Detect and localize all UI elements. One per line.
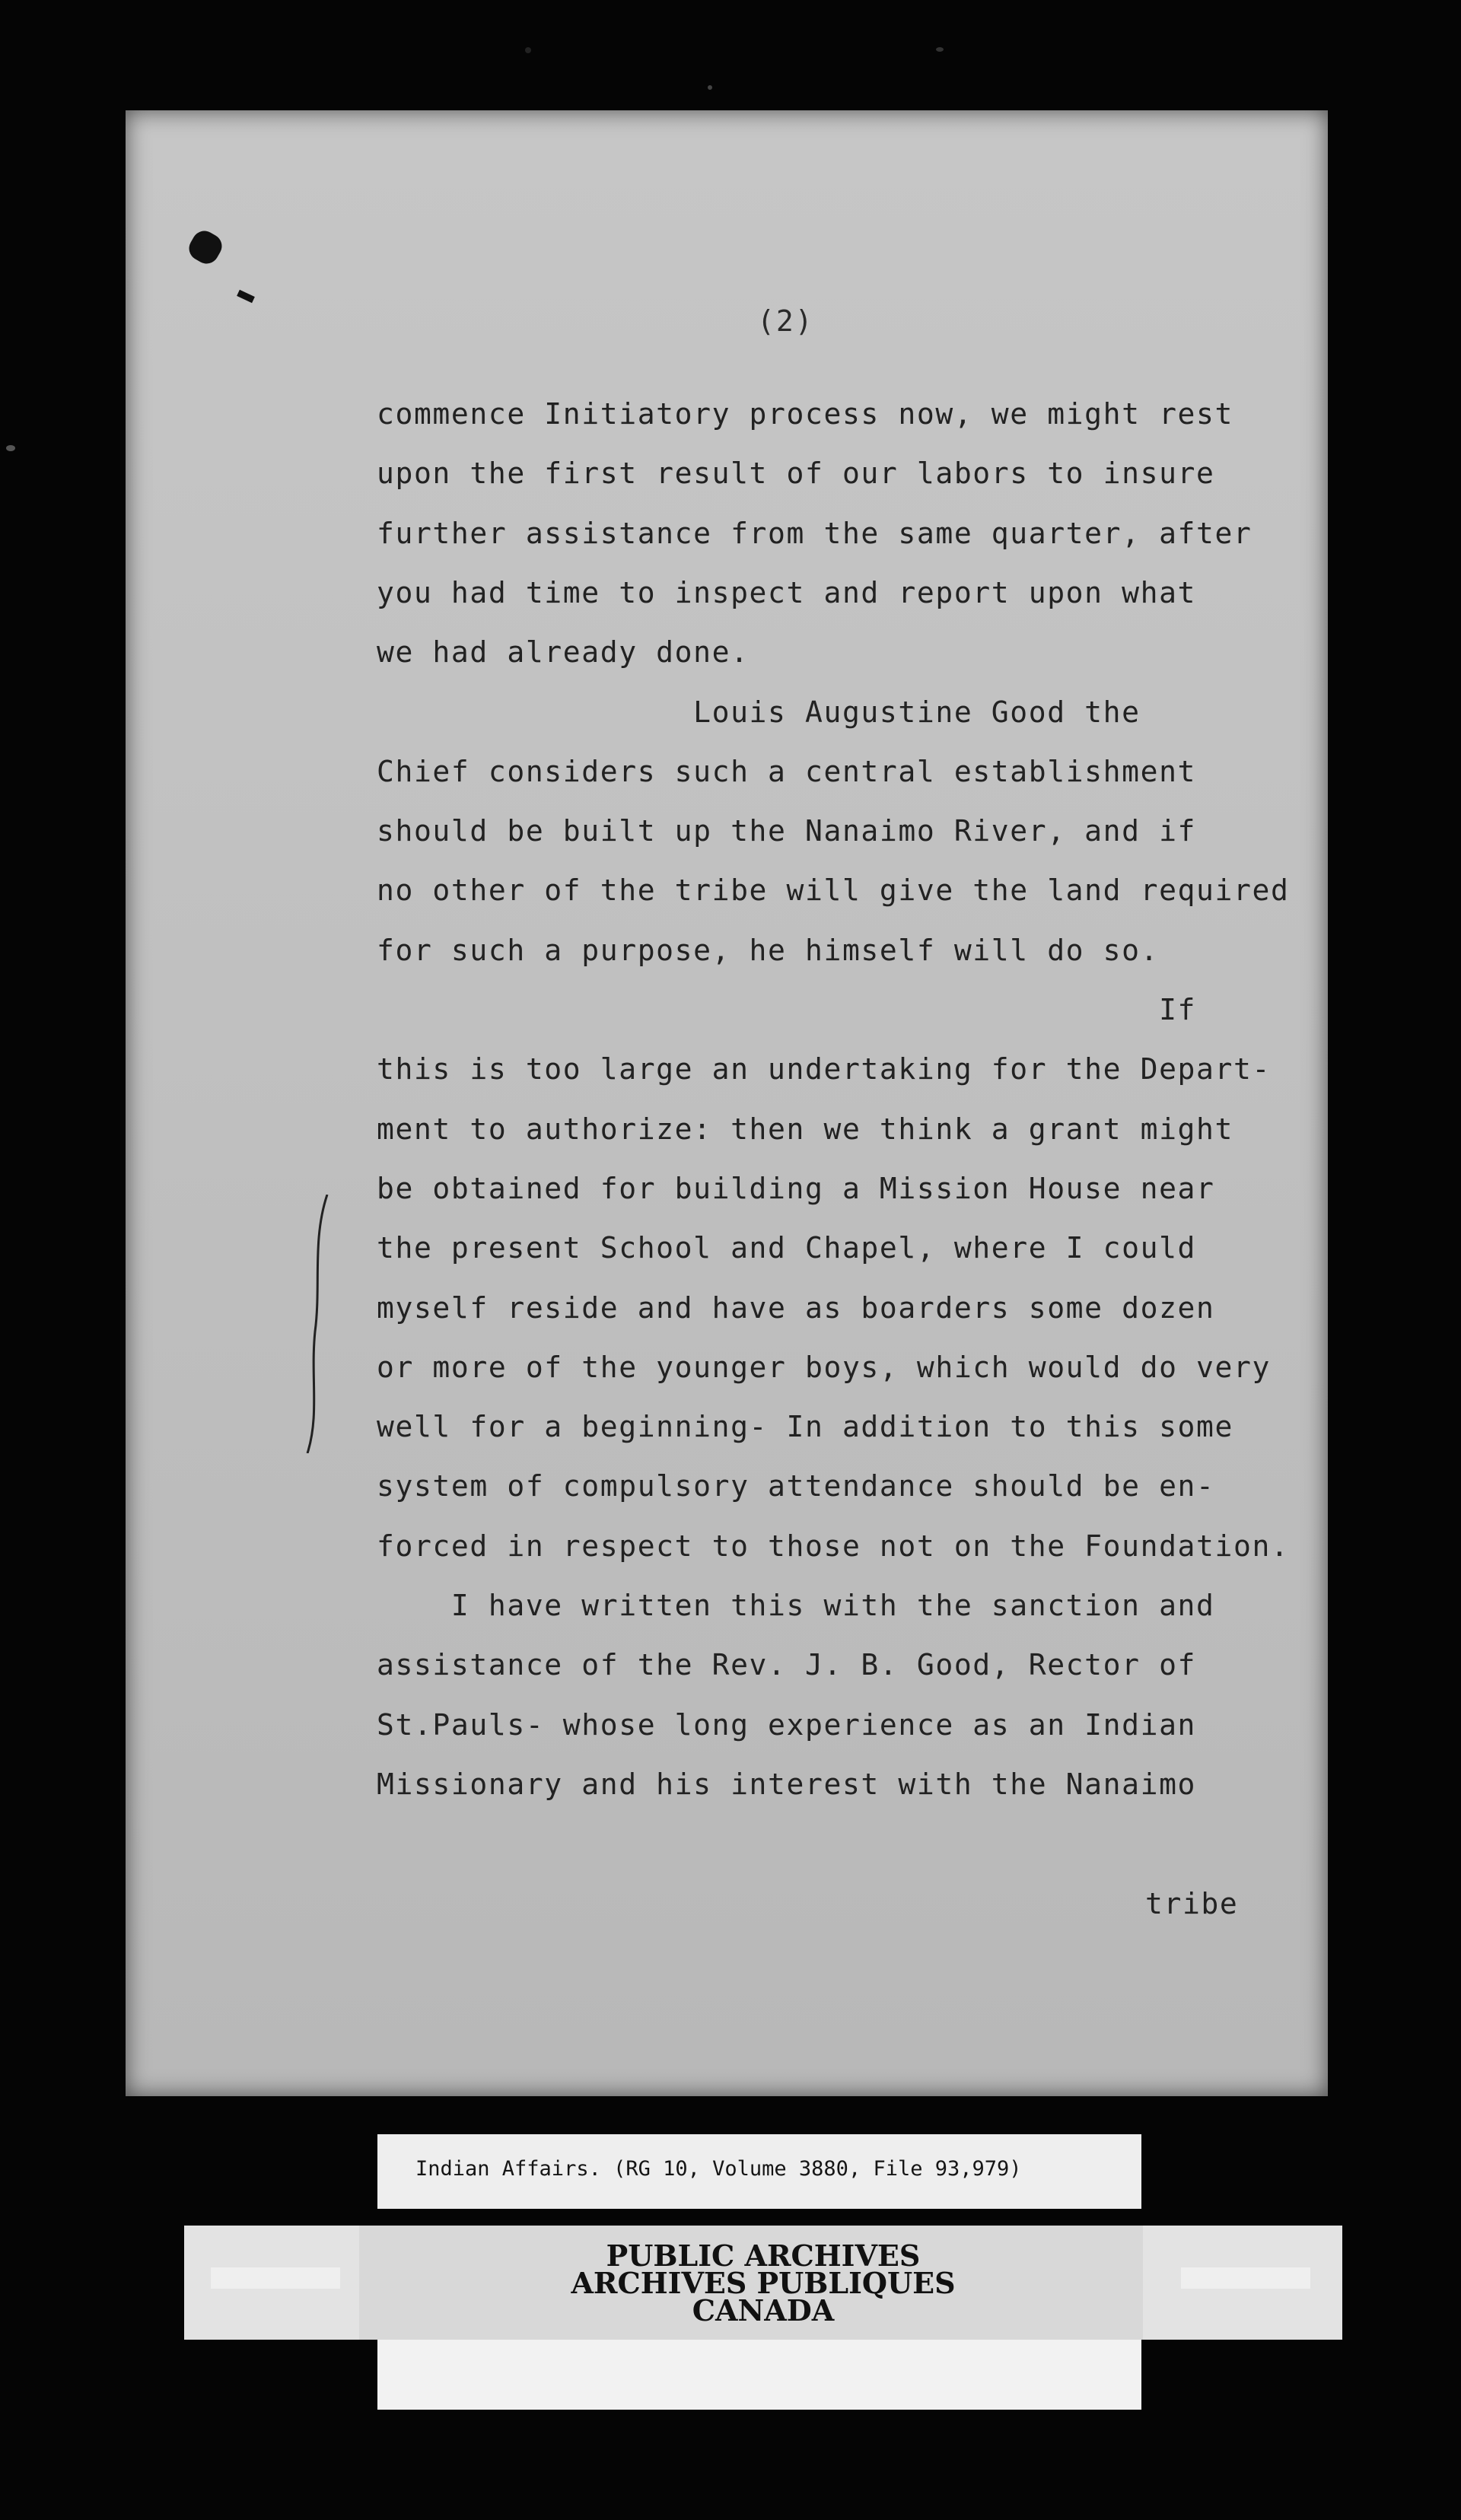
text-line: no other of the tribe will give the land required	[377, 873, 1290, 907]
text-line: myself reside and have as boarders some dozen	[377, 1291, 1215, 1325]
film-speck	[708, 85, 712, 90]
stamp-line-1: PUBLIC ARCHIVES	[606, 2238, 921, 2273]
text-line: be obtained for building a Mission House near	[377, 1172, 1215, 1205]
film-speck	[936, 47, 944, 52]
film-speck	[525, 47, 531, 53]
archive-reference-text: Indian Affairs. (RG 10, Volume 3880, File 93,979)	[415, 2157, 1022, 2181]
text-line: further assistance from the same quarter, after	[377, 517, 1253, 550]
text-line: If	[377, 993, 1197, 1026]
text-line: we had already done.	[377, 635, 750, 669]
text-line: well for a beginning- In addition to this some	[377, 1410, 1233, 1443]
text-line: Missionary and his interest with the Nanaimo	[377, 1768, 1197, 1801]
text-line: upon the first result of our labors to insure	[377, 457, 1215, 490]
catchword: tribe	[1145, 1887, 1239, 1920]
text-line: commence Initiatory process now, we might rest	[377, 397, 1233, 431]
text-line: the present School and Chapel, where I could	[377, 1231, 1197, 1265]
text-line: this is too large an undertaking for the Depart-	[377, 1052, 1271, 1086]
text-line: or more of the younger boys, which would do very	[377, 1351, 1271, 1384]
archive-reference-label	[377, 2134, 1141, 2209]
film-speck	[6, 445, 15, 451]
stamp-line-3: CANADA	[692, 2293, 835, 2328]
text-line: forced in respect to those not on the Foundation.	[377, 1529, 1290, 1563]
text-line: should be built up the Nanaimo River, and if	[377, 814, 1197, 848]
text-line: for such a purpose, he himself will do so.	[377, 934, 1160, 967]
page-number: (2)	[757, 304, 814, 338]
text-line: I have written this with the sanction and	[377, 1589, 1215, 1622]
stamp-footer-strip	[377, 2340, 1141, 2410]
text-line: assistance of the Rev. J. B. Good, Rector of	[377, 1648, 1197, 1682]
text-line: ment to authorize: then we think a grant might	[377, 1112, 1233, 1146]
text-line: system of compulsory attendance should be en-	[377, 1469, 1215, 1503]
text-line: St.Pauls- whose long experience as an Indian	[377, 1708, 1197, 1742]
text-line: you had time to inspect and report upon what	[377, 576, 1197, 609]
text-line: Louis Augustine Good the	[377, 695, 1141, 729]
text-line: Chief considers such a central establishment	[377, 755, 1197, 788]
stamp-line-2: ARCHIVES PUBLIQUES	[571, 2266, 956, 2300]
margin-bracket-mark	[304, 1195, 335, 1453]
archive-stamp	[184, 2226, 1342, 2340]
